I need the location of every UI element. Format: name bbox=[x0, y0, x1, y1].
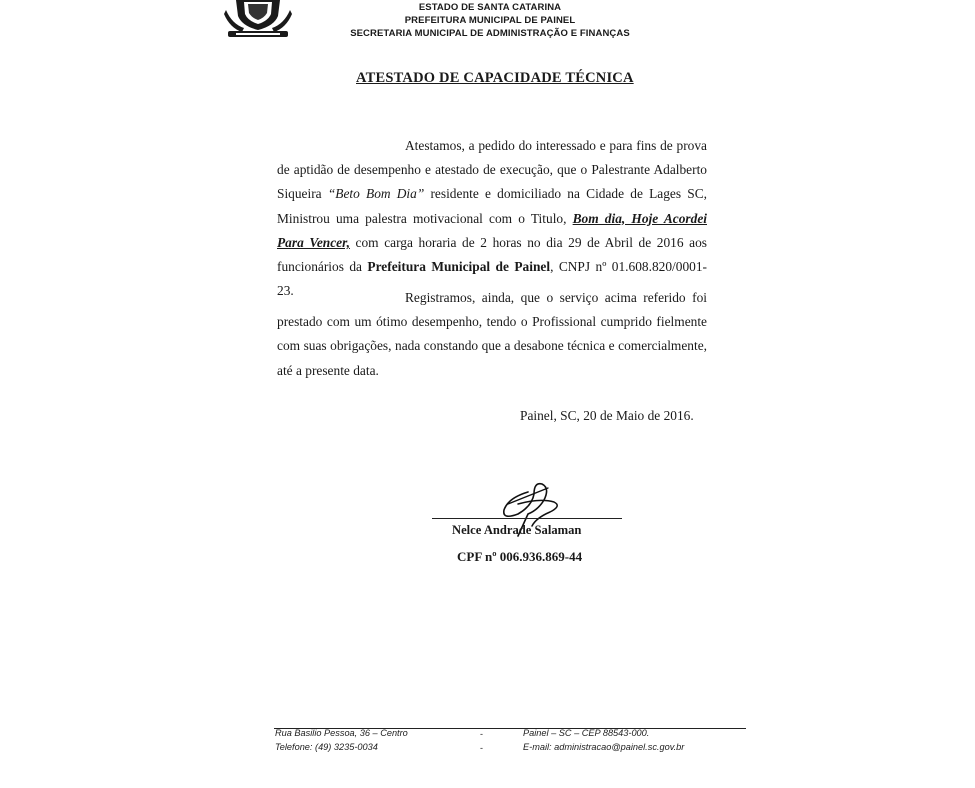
para1-text-2: residente e domiciliado na Cidade de Lages SC, Ministrou uma palestra motivacional com o Titulo, bbox=[277, 186, 707, 226]
footer-email: E-mail: administracao@painel.sc.gov.br bbox=[523, 742, 685, 752]
para1-text-1: Atestamos, a pedido do interessado e para fins de prova de aptidão de desempenho e atestado de execução, que o Palestrante Adalberto Siqueira bbox=[277, 138, 707, 202]
document-header bbox=[330, 1, 650, 40]
para1-text-4: , CNPJ nº 01.608.820/0001-23. bbox=[277, 259, 707, 299]
para1-text-3: com carga horaria de 2 horas no dia 29 de Abril de 2016 aos funcionários da bbox=[277, 234, 707, 275]
footer-address: Rua Basilio Pessoa, 36 – Centro bbox=[275, 728, 408, 738]
header-state: ESTADO DE SANTA CATARINA bbox=[418, 2, 562, 13]
signature-line bbox=[432, 518, 622, 519]
document-title: ATESTADO DE CAPACIDADE TÉCNICA bbox=[356, 70, 634, 86]
speaker-nickname: “Beto Bom Dia” bbox=[327, 186, 425, 202]
paragraph-register bbox=[277, 286, 707, 383]
entity-name: Prefeitura Municipal de Painel bbox=[367, 259, 551, 275]
footer-phone: Telefone: (49) 3235-0034 bbox=[275, 742, 378, 752]
footer-city-cep: Painel – SC – CEP 88543-000. bbox=[523, 728, 650, 738]
header-prefecture: PREFEITURA MUNICIPAL DE PAINEL bbox=[404, 15, 576, 26]
paragraph-attestation bbox=[277, 134, 707, 303]
lecture-title: Bom dia, Hoje Acordei Para Vencer, bbox=[277, 210, 707, 250]
signer-name: Nelce Andrade Salaman bbox=[452, 523, 582, 537]
footer-separator: - bbox=[480, 743, 483, 753]
place-date: Painel, SC, 20 de Maio de 2016. bbox=[520, 408, 694, 423]
header-secretariat: SECRETARIA MUNICIPAL DE ADMINISTRAÇÃO E FINANÇAS bbox=[350, 28, 630, 39]
municipal-crest-logo bbox=[222, 0, 294, 40]
signer-cpf: CPF nº 006.936.869-44 bbox=[457, 549, 583, 564]
footer-separator: - bbox=[480, 729, 483, 739]
para2-text: Registramos, ainda, que o serviço acima referido foi prestado com um ótimo desempenho, tendo o Profissional cumprido fielmente com suas obrigações, nada constando que a desabone técnica e comercialmente, até a presente data. bbox=[277, 290, 707, 378]
